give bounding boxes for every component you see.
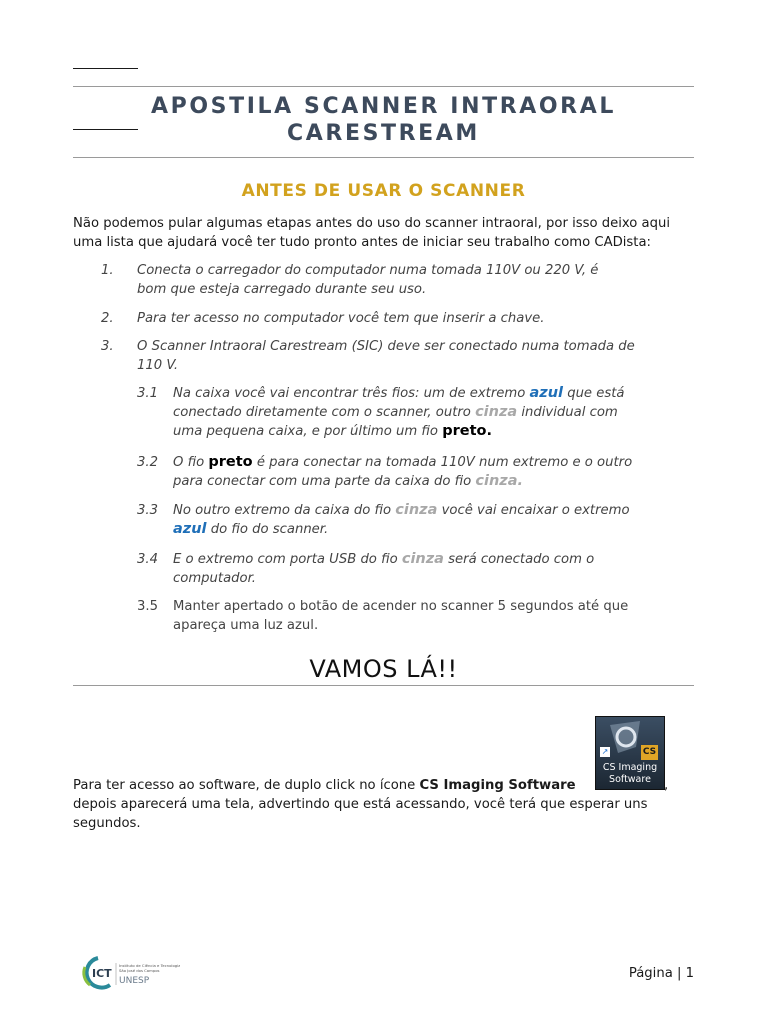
subitem-number-3-5: 3.5 [137,599,158,614]
cs-badge: CS [641,745,658,760]
word-azul: azul [529,385,564,401]
vamos-rule [73,685,694,686]
subitem-number-3-4: 3.4 [137,552,158,567]
cs-imaging-software-icon[interactable] [595,716,665,790]
logo-institute-text: Instituto de Ciência e Tecnologia [119,963,180,968]
software-paragraph-line2: depois aparecerá uma tela, advertindo que está acessando, você terá que esperar uns segundos. [73,797,648,831]
intro-paragraph: Não podemos pular algumas etapas antes do uso do scanner intraoral, por isso deixo aqui uma lista que ajudará você ter tudo pronto antes de iniciar seu trabalho como CADista: [73,216,671,250]
list-item-3: O Scanner Intraoral Carestream (SIC) deve ser conectado numa tomada de 110 V. [137,339,635,373]
title-rule-top [73,86,694,87]
subitem-number-3-3: 3.3 [137,503,158,518]
shortcut-arrow-icon: ↗ [601,747,609,756]
ict-unesp-logo [80,955,180,991]
list-item-2: Para ter acesso no computador você tem que inserir a chave. [137,311,545,326]
software-comma: , [664,778,669,793]
title-rule-bottom [73,157,694,158]
software-paragraph-line1: Para ter acesso ao software, de duplo click no ícone CS Imaging Software [73,778,576,793]
subitem-3-1: Na caixa você vai encontrar três fios: um de extremo azul que está conectado diretamente com o scanner, outro cinza individual com uma pequena caixa, e por último um fio preto. [173,385,625,439]
word-cinza: cinza [475,404,518,420]
word-preto: preto [208,454,253,470]
list-number-2: 2. [101,311,114,326]
subitem-3-5: Manter apertado o botão de acender no scanner 5 segundos até que apareça uma luz azul. [173,599,629,633]
list-number-3: 3. [101,339,114,354]
logo-city-text: São José dos Campos [119,968,160,973]
word-cinza: cinza [401,551,444,567]
subitem-3-4: E o extremo com porta USB do fio cinza será conectado com o computador. [173,551,595,586]
word-cinza: cinza [395,502,438,518]
subitem-number-3-2: 3.2 [137,455,158,470]
vamos-heading: VAMOS LÁ!! [309,655,458,683]
software-name: CS Imaging Software [419,778,576,793]
page-number: Página | 1 [628,966,694,981]
subitem-3-3: No outro extremo da caixa do fio cinza você vai encaixar o extremo azul do fio do scanner. [173,502,630,537]
section-heading: ANTES DE USAR O SCANNER [241,181,526,201]
logo-unesp-text: UNESP [119,976,150,986]
logo-ict-text: ICT [92,967,112,980]
subitem-3-2: O fio preto é para conectar na tomada 110V num extremo e o outro para conectar com uma parte da caixa do fio cinza. [173,454,633,489]
word-preto: preto. [442,423,492,439]
word-cinza: cinza. [475,473,523,489]
ict-logo-icon [80,955,180,991]
document-title: APOSTILA SCANNER INTRAORAL CARESTREAM [151,94,616,146]
app-icon-label: CS Imaging Software [602,762,658,785]
decorative-rule-top [73,68,138,69]
list-number-1: 1. [101,263,114,278]
subitem-number-3-1: 3.1 [137,386,158,401]
word-azul: azul [173,521,207,537]
list-item-1: Conecta o carregador do computador numa tomada 110V ou 220 V, é bom que esteja carregado durante seu uso. [137,263,599,297]
